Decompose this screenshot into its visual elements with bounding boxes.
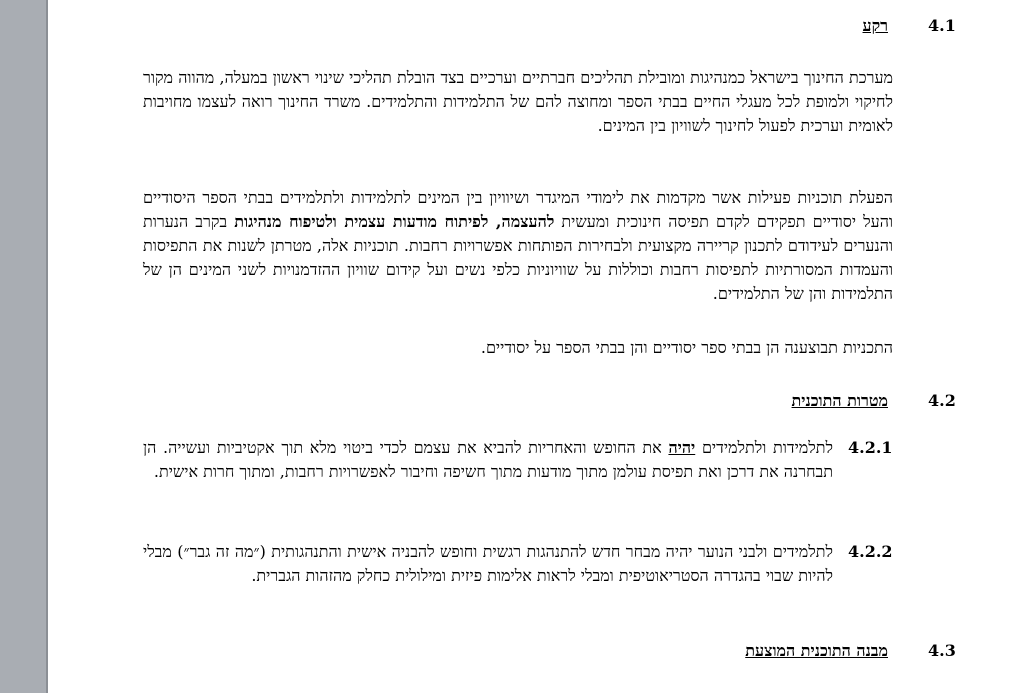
subsection-4-2-1-part-b: את החופש והאחריות להביא את עצמם לכדי ביטוי מלא תוך אקטיביות ועשייה. הן תבחרנה את דרכן ואת תפיסת עולמן מתוך מודעות מתוך חשיפה וחיבור לאפשרויות רחבות, ומתוך חרות אישית.: [143, 438, 833, 481]
subsection-text-4-2-1: [143, 436, 833, 484]
paragraph-programs-part-a: הפעלת תוכניות פעילות אשר מקדמות את לימודי המיגדר ושיוויון בין המינים לתלמידות ולתלמידים בבתי הספר היסודיים והעל יסודיים תפקידם לקדם תפיסה חינוכית ומעשית: [143, 188, 893, 231]
document-margin-rail: [0, 0, 48, 693]
document-page[interactable]: [48, 0, 1018, 693]
section-number-4-3: 4.3: [928, 641, 956, 660]
paragraph-programs-description: [143, 186, 893, 306]
section-title-proposed-structure: מבנה התוכנית המוצעת: [745, 641, 888, 660]
section-number-4-2: 4.2: [928, 391, 956, 410]
subsection-text-4-2-2: לתלמידים ולבני הנוער יהיה מבחר חדש להתנהגות רגשית וחופש להבניה אישית והתנהגותית (״מה זה גבר״) מבלי להיות שבוי בהגדרה הסטריאוטיפית ומבלי לראות אלימות פיזית ומילולית כחלק מהזהות הגברית.: [143, 542, 833, 585]
section-number-4-1: 4.1: [928, 16, 956, 35]
subsection-4-2-1-part-a: לתלמידות ולתלמידים: [695, 438, 833, 457]
subsection-number-4-2-1: 4.2.1: [848, 438, 893, 457]
subsection-4-2-1-underlined-word: יהיה: [668, 438, 696, 457]
subsection-number-4-2-2: 4.2.2: [848, 542, 893, 561]
section-title-background: רקע: [862, 16, 888, 35]
section-title-goals: מטרות התוכנית: [791, 391, 888, 410]
paragraph-programs-bold-phrase: להעצמה, לפיתוח מודעות עצמית ולטיפוח מנהיגות: [234, 212, 555, 231]
paragraph-implementation: התכניות תבוצענה הן בבתי ספר יסודיים והן בבתי הספר על יסודיים.: [480, 338, 893, 357]
paragraph-programs-part-b: בקרב הנערות והנערים לעידודם לתכנון קריירה מקצועית ולבחירות הפותחות אפשרויות רחבות. תוכניות אלה, מטרתן לשנות את התפיסות והעמדות המסורתיות לתפיסות רחבות וכוללות על שוויוניות כלפי נשים ועל קידום שוויון ההזדמנויות לשני המינים הן של התלמידות והן של התלמידים.: [143, 212, 893, 303]
paragraph-background-intro: מערכת החינוך בישראל כמנהיגות ומובילת תהליכים חברתיים וערכיים בצד הובלת תהליכי שינוי ראשון במעלה, מהווה מקור לחיקוי ולמופת לכל מעגלי החיים בבתי הספר ומחוצה להם של התלמידות והתלמידים. משרד החינוך רואה לעצמו מחויבות לאומית וערכית לפעול לחינוך לשוויון בין המינים.: [143, 68, 893, 135]
